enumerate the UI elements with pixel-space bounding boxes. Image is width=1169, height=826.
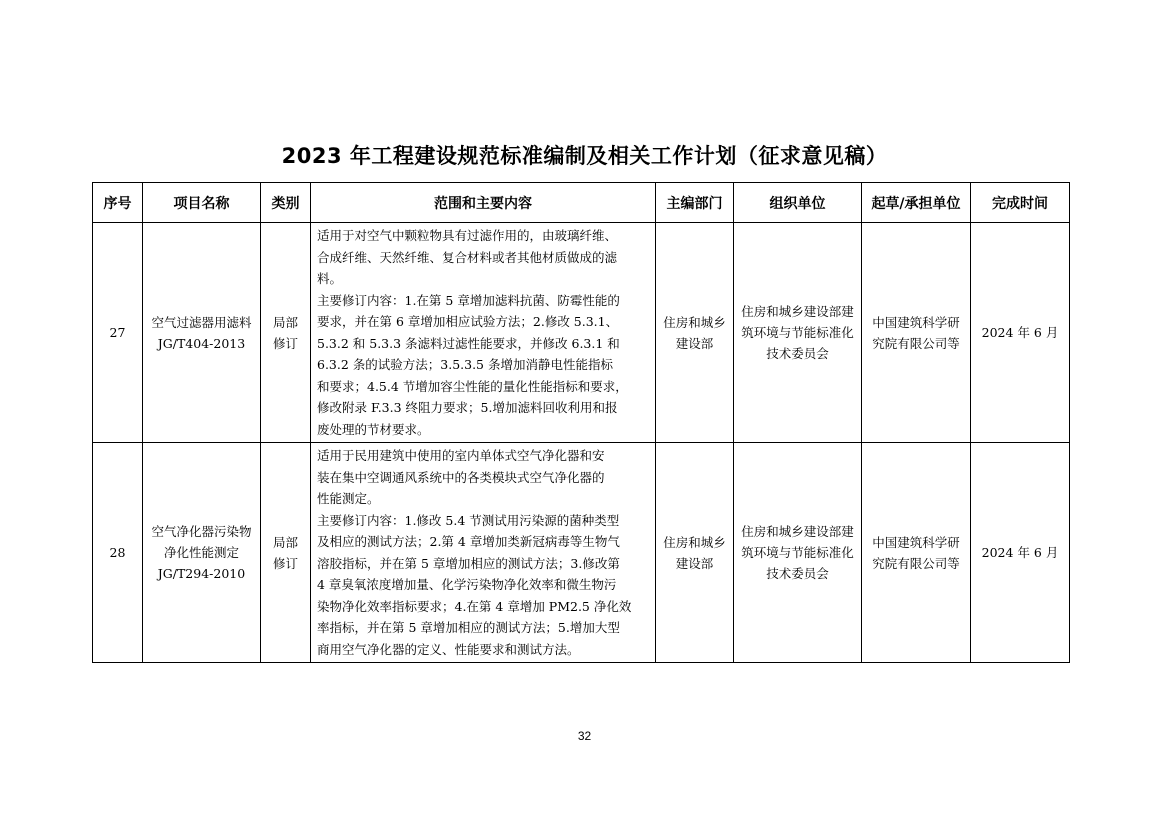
content-line: 溶胶指标，并在第 5 章增加相应的测试方法；3.修改第 <box>317 555 620 571</box>
header-project-name: 项目名称 <box>143 183 261 223</box>
content-line: 性能测定。 <box>317 491 380 506</box>
row-chief-dept: 住房和城乡建设部 <box>656 223 734 443</box>
content-line: 率指标，并在第 5 章增加相应的测试方法；5.增加大型 <box>317 620 620 635</box>
content-line: 及相应的测试方法；2.第 4 章增加类新冠病毒等生物气 <box>317 534 620 549</box>
work-plan-table <box>92 182 1070 663</box>
row-drafter: 中国建筑科学研究院有限公司等 <box>862 223 971 443</box>
header-category: 类别 <box>261 183 311 223</box>
content-line: 料。 <box>317 271 343 286</box>
row-drafter: 中国建筑科学研究院有限公司等 <box>862 443 971 663</box>
row-scope-content <box>311 223 656 443</box>
row-organizer: 住房和城乡建设部建筑环境与节能标准化技术委员会 <box>734 443 862 663</box>
row-category: 局部修订 <box>261 223 311 443</box>
content-line: 适用于对空气中颗粒物具有过滤作用的，由玻璃纤维、 <box>317 228 618 243</box>
content-line: 修改附录 F.3.3 终阻力要求；5.增加滤料回收利用和报 <box>317 400 618 415</box>
page-number: 32 <box>577 729 592 743</box>
page-title: 2023 年工程建设规范标准编制及相关工作计划（征求意见稿） <box>281 144 888 168</box>
row-deadline: 2024 年 6 月 <box>971 443 1070 663</box>
content-line: 6.3.2 条的试验方法；3.5.3.5 条增加消静电性能指标 <box>317 357 613 372</box>
content-line: 要求，并在第 6 章增加相应试验方法；2.修改 5.3.1、 <box>317 314 619 329</box>
row-chief-dept: 住房和城乡建设部 <box>656 443 734 663</box>
row-project-name: 空气过滤器用滤料 JG/T404-2013 <box>143 223 261 443</box>
row-deadline: 2024 年 6 月 <box>971 223 1070 443</box>
row-scope-content <box>311 443 656 663</box>
table-row <box>93 223 1070 443</box>
content-line: 适用于民用建筑中使用的室内单体式空气净化器和安 <box>317 448 605 463</box>
content-line: 装在集中空调通风系统中的各类模块式空气净化器的 <box>317 469 605 485</box>
content-line: 废处理的节材要求。 <box>317 421 430 437</box>
row-project-name: 空气净化器污染物净化性能测定 JG/T294-2010 <box>143 443 261 663</box>
content-line: 主要修订内容：1.在第 5 章增加滤料抗菌、防霉性能的 <box>317 292 620 308</box>
content-line: 4 章臭氧浓度增加量、化学污染物净化效率和微生物污 <box>317 577 617 592</box>
header-deadline: 完成时间 <box>971 183 1070 223</box>
content-line: 染物净化效率指标要求；4.在第 4 章增加 PM2.5 净化效 <box>317 598 632 614</box>
row-category: 局部修订 <box>261 443 311 663</box>
content-line: 合成纤维、天然纤维、复合材料或者其他材质做成的滤 <box>317 249 618 265</box>
table-row <box>93 443 1070 663</box>
header-organizer: 组织单位 <box>734 183 862 223</box>
content-line: 主要修订内容：1.修改 5.4 节测试用污染源的菌种类型 <box>317 512 620 528</box>
row-seq: 28 <box>93 443 143 663</box>
row-organizer: 住房和城乡建设部建筑环境与节能标准化技术委员会 <box>734 223 862 443</box>
content-line: 商用空气净化器的定义、性能要求和测试方法。 <box>317 641 580 657</box>
content-line: 5.3.2 和 5.3.3 条滤料过滤性能要求，并修改 6.3.1 和 <box>317 335 620 351</box>
header-drafter: 起草/承担单位 <box>862 183 971 223</box>
header-chief-dept: 主编部门 <box>656 183 734 223</box>
table-header-row <box>93 183 1070 223</box>
row-seq: 27 <box>93 223 143 443</box>
content-line: 和要求；4.5.4 节增加容尘性能的量化性能指标和要求， <box>317 378 628 394</box>
header-seq: 序号 <box>93 183 143 223</box>
header-scope-content: 范围和主要内容 <box>311 183 656 223</box>
